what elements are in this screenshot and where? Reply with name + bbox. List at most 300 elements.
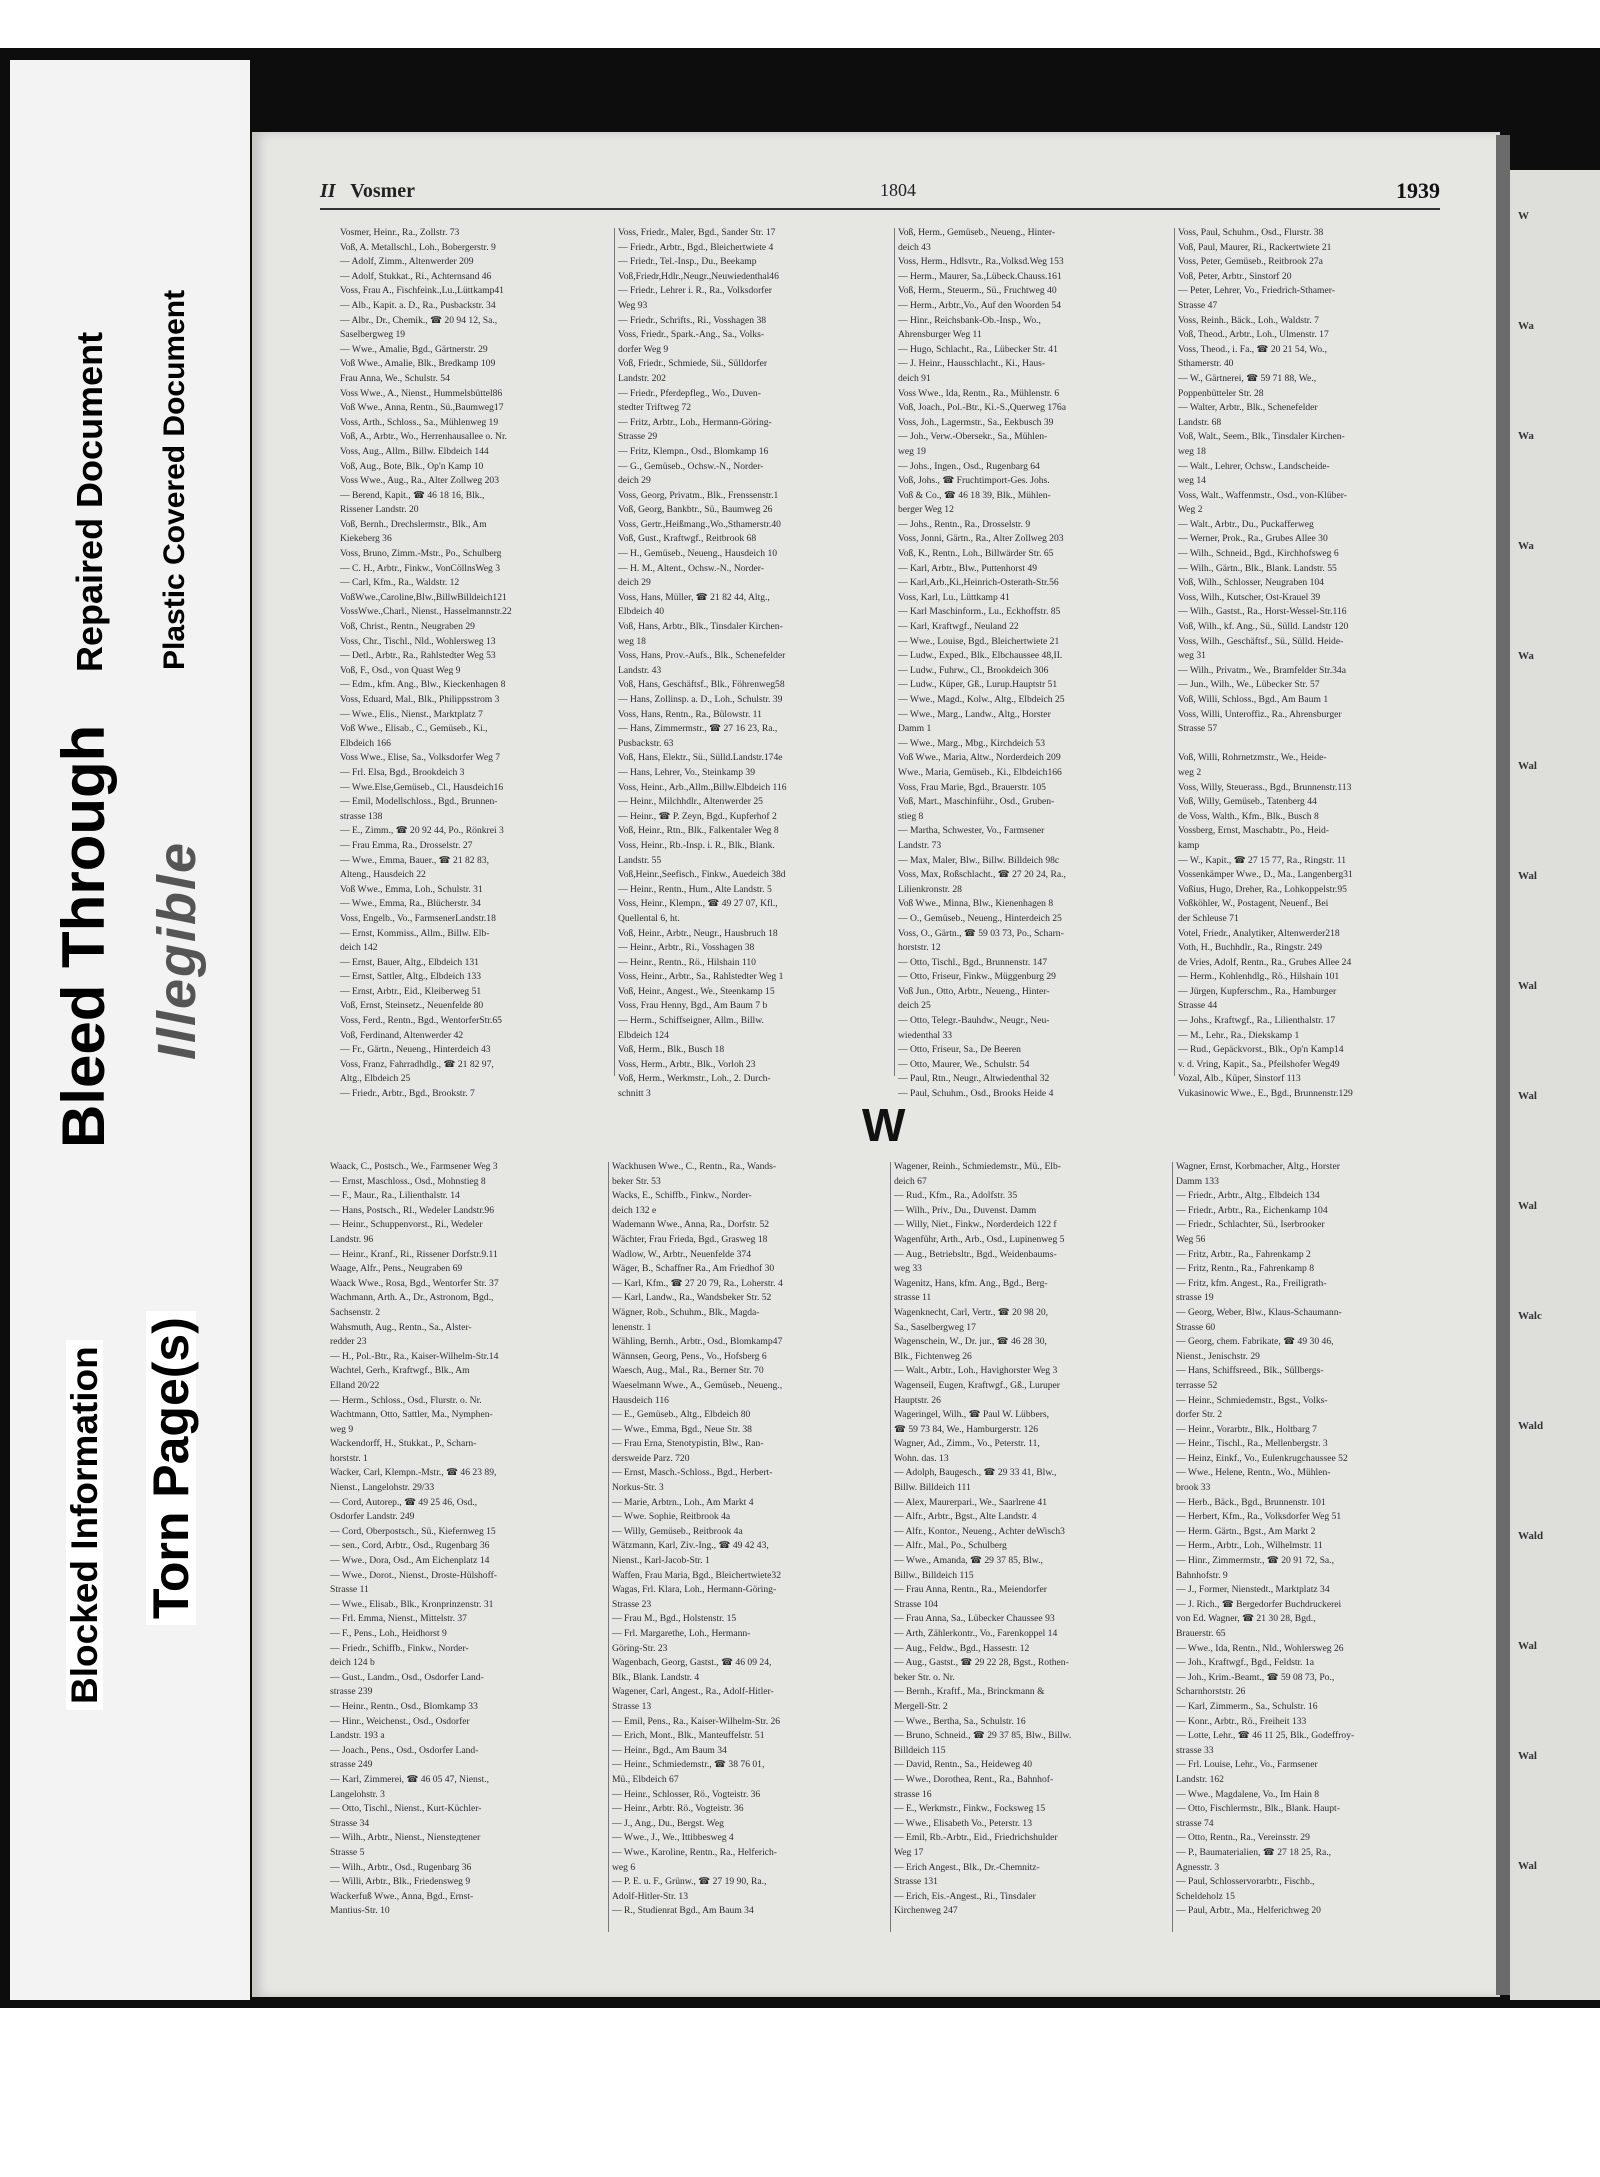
directory-entry: — Heinr., Kranf., Ri., Rissener Dorfstr.9.11 bbox=[330, 1248, 498, 1260]
directory-entry: — O., Gemüseb., Neueng., Hinterdeich 25 bbox=[898, 912, 1062, 924]
directory-entry: — Bruno, Schneid., ☎ 29 37 85, Blw., Billw. bbox=[894, 1730, 1072, 1742]
directory-entry: — Friedr., Arbtr., Ra., Eichenkamp 104 bbox=[1176, 1204, 1328, 1216]
volume-number: II bbox=[320, 180, 336, 202]
directory-entry: Voss, Reinh., Bäck., Loh., Waldstr. 7 bbox=[1178, 314, 1319, 326]
section-letter: W bbox=[862, 1099, 906, 1151]
directory-entry: — Georg, Weber, Blw., Klaus-Schaumann- bbox=[1176, 1306, 1342, 1318]
directory-entry: — C. H., Arbtr., Finkw., VonCöllnsWeg 3 bbox=[340, 562, 501, 574]
directory-entry: Voß Wwe., Emma, Loh., Schulstr. 31 bbox=[340, 883, 483, 895]
directory-entry bbox=[1178, 737, 1450, 752]
directory-entry: — Otto, Rentn., Ra., Vereinsstr. 29 bbox=[1176, 1832, 1310, 1844]
directory-entry: deich 132 e bbox=[612, 1204, 657, 1216]
next-page-fragment: Wa bbox=[1518, 320, 1534, 332]
directory-entry: Scharnhorststr. 26 bbox=[1176, 1686, 1246, 1698]
directory-entry: Sa., Saselbergweg 17 bbox=[894, 1321, 976, 1333]
directory-entry: — Johs., Ingen., Osd., Rugenbarg 64 bbox=[898, 460, 1040, 472]
directory-entry: — Paul, Schlosservorarbtr., Fischb., bbox=[1176, 1876, 1315, 1888]
directory-entry: — J. Heinr., Hausschlacht., Ki., Haus- bbox=[898, 358, 1046, 370]
directory-entry: Kiekeberg 36 bbox=[340, 533, 392, 545]
directory-entry: Wacks, E., Schiffb., Finkw., Norder- bbox=[612, 1190, 752, 1202]
directory-entry: Wahsmuth, Aug., Rentn., Sa., Alster- bbox=[330, 1321, 472, 1333]
directory-entry: Strasse 29 bbox=[618, 431, 658, 443]
directory-entry: — Rud., Gepäckvorst., Blk., Op'n Kamp14 bbox=[1178, 1044, 1344, 1056]
directory-entry: Wagenbach, Georg, Gastst., ☎ 46 09 24, bbox=[612, 1657, 772, 1669]
top-column-2 bbox=[618, 226, 890, 1100]
directory-entry: weg 9 bbox=[330, 1423, 354, 1435]
directory-entry: Voss, Herm., Hdlsvtr., Ra.,Volksd.Weg 153 bbox=[898, 256, 1064, 268]
directory-entry: Wachtel, Gerh., Kraftwgf., Blk., Am bbox=[330, 1365, 470, 1377]
directory-entry: Voß, Hans, Arbtr., Blk., Tinsdaler Kirchen- bbox=[618, 621, 783, 633]
directory-entry: — Fritz, Rentn., Ra., Fahrenkamp 8 bbox=[1176, 1263, 1315, 1275]
next-page-fragment: Wald bbox=[1518, 1420, 1544, 1432]
directory-entry: Frau Anna, We., Schulstr. 54 bbox=[340, 372, 450, 384]
directory-entry: Osdorfer Landstr. 249 bbox=[330, 1511, 415, 1523]
directory-entry: Wagenitz, Hans, kfm. Ang., Bgd., Berg- bbox=[894, 1277, 1048, 1289]
directory-entry: schnitt 3 bbox=[618, 1088, 651, 1100]
directory-entry: — Heinr., Schmiedemstr., ☎ 38 76 01, bbox=[612, 1759, 765, 1771]
directory-entry: Voss, Ferd., Rentn., Bgd., WentorferStr.65 bbox=[340, 1015, 502, 1027]
bottom-column-3 bbox=[894, 1160, 1166, 1935]
directory-entry: — Wwe., Helene, Rentn., Wo., Mühlen- bbox=[1176, 1467, 1331, 1479]
directory-entry: Scheldeholz 15 bbox=[1176, 1890, 1235, 1902]
directory-entry: Votel, Friedr., Analytiker, Altenwerder218 bbox=[1178, 927, 1340, 939]
label-bleed-through: Bleed Through bbox=[50, 724, 117, 1148]
directory-entry: Voss Wwe., A., Nienst., Hummelsbüttel86 bbox=[340, 387, 503, 399]
directory-entry: — Marie, Arbtrn., Loh., Am Markt 4 bbox=[612, 1496, 754, 1508]
directory-entry: — Emil, Modellschloss., Bgd., Brunnen- bbox=[340, 796, 498, 808]
directory-entry: — M., Lehr., Ra., Diekskamp 1 bbox=[1178, 1029, 1300, 1041]
directory-entry: Voß, Aug., Bote, Blk., Op'n Kamp 10 bbox=[340, 460, 484, 472]
directory-entry: Voss, Willy, Steuerass., Bgd., Brunnenstr.113 bbox=[1178, 781, 1352, 793]
directory-entry: Blk., Blank. Landstr. 4 bbox=[612, 1671, 700, 1683]
directory-entry: — Hinr., Reichsbank-Ob.-Insp., Wo., bbox=[898, 314, 1041, 326]
directory-entry: — Paul, Schuhm., Osd., Brooks Heide 4 bbox=[898, 1088, 1054, 1100]
directory-entry: Voßius, Hugo, Dreher, Ra., Lohkoppelstr.95 bbox=[1178, 883, 1347, 895]
directory-entry: Waack Wwe., Rosa, Bgd., Wentorfer Str. 37 bbox=[330, 1277, 499, 1289]
directory-entry: — Gust., Landm., Osd., Osdorfer Land- bbox=[330, 1671, 484, 1683]
directory-entry: — Herm., Arbtr.,Vo., Auf den Woorden 54 bbox=[898, 299, 1062, 311]
next-page-fragment: Wa bbox=[1518, 430, 1534, 442]
directory-entry: Wagener, Carl, Angest., Ra., Adolf-Hitler- bbox=[612, 1686, 774, 1698]
directory-entry: Hausdeich 116 bbox=[612, 1394, 669, 1406]
directory-entry: — Karl, Kraftwgf., Neuland 22 bbox=[898, 621, 1019, 633]
directory-entry: — Ernst, Bauer, Altg., Elbdeich 131 bbox=[340, 956, 479, 968]
directory-entry: — Fritz, kfm. Angest., Ra., Freiligrath- bbox=[1176, 1277, 1327, 1289]
directory-entry: Wagenschein, W., Dr. jur., ☎ 46 28 30, bbox=[894, 1336, 1047, 1348]
directory-entry: Nienst., Langelohstr. 29/33 bbox=[330, 1482, 435, 1494]
directory-entry: von Ed. Wagner, ☎ 21 30 28, Bgd., bbox=[1176, 1613, 1316, 1625]
next-page-fragment: Wal bbox=[1518, 1200, 1537, 1212]
label-illegible: Illegible bbox=[147, 840, 207, 1060]
directory-entry: — Wwe., Dora, Osd., Am Eichenplatz 14 bbox=[330, 1555, 490, 1567]
directory-entry: — Karl, Zimmerei, ☎ 46 05 47, Nienst., bbox=[330, 1773, 490, 1785]
directory-entry: deich 91 bbox=[898, 372, 931, 384]
directory-entry: — Alex, Maurerpari., We., Saarlrene 41 bbox=[894, 1496, 1048, 1508]
directory-entry: Adolf-Hitler-Str. 13 bbox=[612, 1890, 689, 1902]
directory-entry: — Ernst, Maschloss., Osd., Mohnstieg 8 bbox=[330, 1175, 486, 1187]
directory-entry: Voß Wwe., Maria, Altw., Norderdeich 209 bbox=[898, 752, 1061, 764]
directory-entry: Altg., Elbdeich 25 bbox=[340, 1073, 411, 1085]
directory-entry: Strasse 13 bbox=[612, 1700, 652, 1712]
directory-entry: — Heinr., Vorarbtr., Blk., Holtbarg 7 bbox=[1176, 1423, 1317, 1435]
directory-entry: — Johs., Rentn., Ra., Drosselstr. 9 bbox=[898, 518, 1031, 530]
directory-entry: Vossenkämper Wwe., D., Ma., Langenberg31 bbox=[1178, 869, 1353, 881]
directory-entry: Wohn. das. 13 bbox=[894, 1452, 949, 1464]
directory-entry: — Frl. Emma, Nienst., Mittelstr. 37 bbox=[330, 1613, 467, 1625]
directory-entry: — Karl Maschinform., Lu., Eckhoffstr. 85 bbox=[898, 606, 1061, 618]
directory-entry: — Friedr., Schrifts., Ri., Vosshagen 38 bbox=[618, 314, 767, 326]
directory-entry: de Vries, Adolf, Rentn., Ra., Grubes Allee 24 bbox=[1178, 956, 1352, 968]
directory-entry: — Frau Anna, Rentn., Ra., Meiendorfer bbox=[894, 1584, 1047, 1596]
directory-entry: deich 29 bbox=[618, 577, 651, 589]
directory-entry: — Otto, Fischlermstr., Blk., Blank. Haupt- bbox=[1176, 1803, 1340, 1815]
next-page-fragment: Wal bbox=[1518, 870, 1537, 882]
directory-entry: — Ludw., Exped., Blk., Elbchaussee 48,II. bbox=[898, 650, 1063, 662]
directory-entry: VossWwe.,Charl., Nienst., Hasselmannstr.22 bbox=[340, 606, 512, 618]
directory-entry: — E., Werkmstr., Finkw., Focksweg 15 bbox=[894, 1803, 1046, 1815]
directory-entry: — Frau Anna, Sa., Lübecker Chaussee 93 bbox=[894, 1613, 1055, 1625]
directory-entry: de Voss, Walth., Kfm., Blk., Busch 8 bbox=[1178, 810, 1319, 822]
directory-entry: strasse 249 bbox=[330, 1759, 373, 1771]
directory-entry: weg 31 bbox=[1178, 650, 1206, 662]
directory-entry: Voß, Willy, Gemüseb., Tatenberg 44 bbox=[1178, 796, 1317, 808]
directory-entry: — Wwe., Louise, Bgd., Bleichertwiete 21 bbox=[898, 635, 1060, 647]
directory-entry: — Joh., Verw.-Obersekr., Sa., Mühlen- bbox=[898, 431, 1048, 443]
directory-entry: — Heinr., Rentn., Hum., Alte Landstr. 5 bbox=[618, 883, 772, 895]
directory-entry: — Heinr., Rentn., Rö., Hilshain 110 bbox=[618, 956, 756, 968]
next-page-fragment: Walc bbox=[1518, 1310, 1542, 1322]
directory-entry: Weg 17 bbox=[894, 1846, 924, 1858]
directory-entry: — Heinr., Tischl., Ra., Mellenbergstr. 3 bbox=[1176, 1438, 1328, 1450]
directory-entry: Voss, Franz, Fahrradhdlg., ☎ 21 82 97, bbox=[340, 1058, 494, 1070]
directory-entry: brook 33 bbox=[1176, 1482, 1211, 1494]
directory-entry: — Wilh., Gastst., Ra., Horst-Wessel-Str.116 bbox=[1178, 606, 1347, 618]
directory-entry: — Ernst, Sattler, Altg., Elbdeich 133 bbox=[340, 971, 482, 983]
directory-entry: Elbdeich 124 bbox=[618, 1029, 669, 1041]
directory-entry: — Walt., Arbtr., Du., Puckafferweg bbox=[1178, 518, 1314, 530]
directory-entry: — W., Gärtnerei, ☎ 59 71 88, We., bbox=[1178, 372, 1317, 384]
directory-entry: deich 25 bbox=[898, 1000, 931, 1012]
directory-entry: Voss, Peter, Gemüseb., Reitbrook 27a bbox=[1178, 256, 1323, 268]
condition-labels-panel bbox=[10, 60, 250, 2000]
directory-entry: Voß, Wilh., kf. Ang., Sü., Sülld. Landstr 120 bbox=[1178, 621, 1349, 633]
directory-entry: kamp bbox=[1178, 839, 1200, 851]
directory-entry: Waack, C., Postsch., We., Farmsener Weg 3 bbox=[330, 1161, 498, 1172]
directory-entry: Voß, Johs., ☎ Fruchtimport-Ges. Johs. bbox=[898, 475, 1050, 487]
directory-entry: weg 2 bbox=[1178, 766, 1202, 778]
keyword-heading: Vosmer bbox=[350, 180, 416, 202]
directory-entry: — Wwe.Else,Gemüseb., Cl., Hausdeich16 bbox=[340, 781, 504, 793]
directory-entry: Damm 1 bbox=[898, 723, 932, 735]
directory-entry: — Hans, Zollinsp. a. D., Loh., Schulstr. 39 bbox=[618, 694, 783, 705]
directory-entry: Waffen, Frau Maria, Bgd., Bleichertwiete32 bbox=[612, 1569, 782, 1581]
directory-entry: Wwe., Maria, Gemüseb., Ki., Elbdeich166 bbox=[898, 766, 1062, 778]
directory-entry: Wagner, Ernst, Korbmacher, Altg., Horster bbox=[1176, 1161, 1340, 1172]
directory-entry: — Otto, Tischl., Bgd., Brunnenstr. 147 bbox=[898, 956, 1047, 968]
directory-entry: Wännsen, Georg, Pens., Vo., Hofsberg 6 bbox=[612, 1350, 767, 1362]
directory-entry: — P. E. u. F., Grünw., ☎ 27 19 90, Ra., bbox=[612, 1876, 767, 1888]
directory-entry: — Aug., Betriebsltr., Bgd., Weidenbaums- bbox=[894, 1248, 1057, 1260]
directory-entry: Billw. Billdeich 111 bbox=[894, 1482, 971, 1494]
directory-entry: — Emil, Rb.-Arbtr., Eid., Friedrichshulder bbox=[894, 1832, 1058, 1844]
directory-entry: — Frau M., Bgd., Holstenstr. 15 bbox=[612, 1613, 737, 1625]
directory-entry: Voß Jun., Otto, Arbtr., Neueng., Hinter- bbox=[898, 985, 1050, 997]
directory-entry: — Alb., Kapit. a. D., Ra., Pusbackstr. 34 bbox=[340, 299, 496, 311]
directory-entry: Strasse 47 bbox=[1178, 299, 1218, 311]
directory-entry: — Max, Maler, Blw., Billw. Billdeich 98c bbox=[898, 854, 1060, 866]
directory-entry: — Erich, Eis.-Angest., Ri., Tinsdaler bbox=[894, 1890, 1036, 1902]
directory-entry: Voß & Co., ☎ 46 18 39, Blk., Mühlen- bbox=[898, 489, 1051, 501]
directory-entry: Mü., Elbdeich 67 bbox=[612, 1773, 679, 1785]
directory-entry: Ahrensburger Weg 11 bbox=[898, 329, 982, 341]
directory-entry: — Fr., Gärtn., Neueng., Hinterdeich 43 bbox=[340, 1044, 491, 1056]
directory-entry: Vosmer, Heinr., Ra., Zollstr. 73 bbox=[340, 227, 460, 238]
directory-entry: stedter Triftweg 72 bbox=[618, 402, 692, 414]
next-page-fragment: Wal bbox=[1518, 1750, 1537, 1762]
directory-entry: Voß, Joach., Pol.-Btr., Ki.-S.,Querweg 176a bbox=[898, 402, 1066, 414]
directory-entry: — Martha, Schwester, Vo., Farmsener bbox=[898, 825, 1045, 837]
directory-entry: — Friedr., Arbtr., Bgd., Brookstr. 7 bbox=[340, 1088, 475, 1100]
directory-entry: strasse 74 bbox=[1176, 1817, 1214, 1829]
directory-entry: weg 14 bbox=[1178, 475, 1206, 487]
column-rule bbox=[614, 228, 615, 1076]
top-column-4 bbox=[1178, 226, 1450, 1100]
directory-entry: — Otto, Tischl., Nienst., Kurt-Küchler- bbox=[330, 1803, 482, 1815]
directory-entry: — Walter, Arbtr., Blk., Schenefelder bbox=[1178, 402, 1318, 414]
directory-entry: horststr. 1 bbox=[330, 1452, 368, 1464]
label-plastic-covered-document: Plastic Covered Document bbox=[158, 289, 191, 670]
directory-entry: beker Str. o. Nr. bbox=[894, 1671, 955, 1683]
directory-entry: Voss, Eduard, Mal., Blk., Philippsstrom 3 bbox=[340, 694, 500, 705]
directory-entry: Voß, F., Osd., von Quast Weg 9 bbox=[340, 664, 461, 676]
directory-entry: Nienst., Jenischstr. 29 bbox=[1176, 1350, 1260, 1362]
directory-entry: Wäger, B., Schaffner Ra., Am Friedhof 30 bbox=[612, 1263, 775, 1275]
directory-entry: — Bernh., Kraftf., Ma., Brinckmann & bbox=[894, 1686, 1045, 1698]
directory-entry: — Frl. Margarethe, Loh., Hermann- bbox=[612, 1628, 751, 1639]
directory-entry: — Walt., Arbtr., Loh., Havighorster Weg 3 bbox=[894, 1365, 1058, 1377]
directory-entry: — Hans, Lehrer, Vo., Steinkamp 39 bbox=[618, 766, 756, 778]
directory-entry: berger Weg 12 bbox=[898, 504, 954, 516]
directory-entry: Voss, Hans, Prov.-Aufs., Blk., Schenefelder bbox=[618, 650, 786, 662]
directory-entry: — Albr., Dr., Chemik., ☎ 20 94 12, Sa., bbox=[340, 314, 498, 326]
directory-entry: Elland 20/22 bbox=[330, 1379, 380, 1391]
directory-entry: — Friedr., Schlachter, Sü., Iserbrooker bbox=[1176, 1219, 1325, 1231]
column-rule bbox=[894, 228, 895, 1076]
directory-entry: Langelohstr. 3 bbox=[330, 1788, 385, 1800]
directory-entry: Voß, Herm., Steuerm., Sü., Fruchtweg 40 bbox=[898, 285, 1057, 297]
directory-entry: — Jürgen, Kupferschm., Ra., Hamburger bbox=[1178, 985, 1337, 997]
directory-entry: — Ernst, Arbtr., Eid., Kleiberweg 51 bbox=[340, 985, 482, 997]
directory-entry: Landstr. 73 bbox=[898, 839, 942, 851]
directory-entry: Wägner, Rob., Schuhm., Blk., Magda- bbox=[612, 1306, 760, 1318]
directory-entry: — Friedr., Schiffb., Finkw., Norder- bbox=[330, 1642, 469, 1654]
directory-entry: — Aug., Gastst., ☎ 29 22 28, Bgst., Rothen- bbox=[894, 1657, 1069, 1669]
directory-entry: deich 124 b bbox=[330, 1657, 375, 1669]
directory-entry: — Otto, Telegr.-Bauhdw., Neugr., Neu- bbox=[898, 1015, 1050, 1027]
directory-entry: — J., Former, Nienstedt., Marktplatz 34 bbox=[1176, 1584, 1330, 1596]
directory-entry: Voss, Heinr., Arbtr., Sa., Rahlstedter Weg 1 bbox=[618, 971, 784, 983]
directory-entry: Voß Wwe., Anna, Rentn., Sü.,Baumweg17 bbox=[340, 402, 504, 414]
directory-entry: Strasse 57 bbox=[1178, 723, 1218, 735]
directory-entry: — Wwe., Amalie, Bgd., Gärtnerstr. 29 bbox=[340, 343, 488, 355]
directory-entry: redder 23 bbox=[330, 1336, 367, 1348]
directory-entry: — Friedr., Arbtr., Altg., Elbdeich 134 bbox=[1176, 1190, 1320, 1202]
directory-entry: — Cord, Oberpostsch., Sü., Kiefernweg 15 bbox=[330, 1525, 496, 1537]
directory-entry: Voss, Frau Marie, Bgd., Brauerstr. 105 bbox=[898, 781, 1046, 793]
directory-entry: — Wwe., Elis., Nienst., Marktplatz 7 bbox=[340, 708, 483, 720]
directory-entry: Voß, Willi, Schloss., Bgd., Am Baum 1 bbox=[1178, 694, 1329, 705]
directory-entry: Sthamerstr. 40 bbox=[1178, 358, 1234, 370]
directory-entry: — Ludw., Fuhrw., Cl., Brookdeich 306 bbox=[898, 664, 1049, 676]
directory-entry: v. d. Vring, Kapit., Sa., Pfeilshofer Weg49 bbox=[1178, 1058, 1340, 1070]
directory-entry: — Heinr., Schmiedemstr., Bgst., Volks- bbox=[1176, 1394, 1328, 1406]
directory-entry: — Aug., Feldw., Bgd., Hassestr. 12 bbox=[894, 1642, 1030, 1654]
directory-entry: weg 19 bbox=[898, 445, 926, 457]
directory-entry: — Berend, Kapit., ☎ 46 18 16, Blk., bbox=[340, 489, 485, 501]
directory-entry: Wätzmann, Karl, Ziv.-Ing., ☎ 49 42 43, bbox=[612, 1540, 769, 1552]
directory-entry: — Hans, Postsch., Rl., Wedeler Landstr.96 bbox=[330, 1204, 494, 1216]
directory-entry: — Alfr., Kontor., Neueng., Achter deWisch3 bbox=[894, 1525, 1065, 1537]
directory-entry: Voß, K., Rentn., Loh., Billwärder Str. 65 bbox=[898, 548, 1054, 560]
directory-entry: wiedenthal 33 bbox=[898, 1029, 953, 1041]
label-repaired-document: Repaired Document bbox=[69, 331, 110, 672]
bottom-column-1 bbox=[330, 1160, 602, 1935]
directory-entry: — Karl, Kfm., ☎ 27 20 79, Ra., Loherstr. 4 bbox=[612, 1277, 783, 1289]
next-page-fragment: Wald bbox=[1518, 1530, 1544, 1542]
directory-entry: — Hinr., Zimmermstr., ☎ 20 91 72, Sa., bbox=[1176, 1555, 1334, 1567]
directory-entry: Wagener, Reinh., Schmiedemstr., Mü., Elb- bbox=[894, 1161, 1061, 1172]
directory-entry: — F., Pens., Loh., Heidhorst 9 bbox=[330, 1628, 447, 1639]
directory-entry: — H. M., Altent., Ochsw.-N., Norder- bbox=[618, 562, 764, 574]
directory-entry: Voß, Herm., Blk., Busch 18 bbox=[618, 1044, 725, 1056]
page-number: 1804 bbox=[880, 180, 916, 200]
directory-entry: beker Str. 53 bbox=[612, 1175, 661, 1187]
directory-entry: — Wilh., Gärtn., Blk., Blank. Landstr. 55 bbox=[1178, 562, 1337, 574]
next-page-fragment: Wal bbox=[1518, 980, 1537, 992]
directory-entry: — Frl. Louise, Lehr., Vo., Farmsener bbox=[1176, 1759, 1318, 1771]
directory-entry: — Wilh., Arbtr., Osd., Rugenbarg 36 bbox=[330, 1861, 472, 1873]
directory-entry: Agnesstr. 3 bbox=[1176, 1861, 1220, 1873]
directory-entry: Lilienkronstr. 28 bbox=[898, 883, 962, 895]
directory-entry: — Fritz, Arbtr., Loh., Hermann-Göring- bbox=[618, 416, 772, 428]
directory-entry: — Werner, Prok., Ra., Grubes Allee 30 bbox=[1178, 533, 1328, 545]
directory-entry: — Emil, Pens., Ra., Kaiser-Wilhelm-Str. 26 bbox=[612, 1715, 781, 1727]
directory-entry: Voss Wwe., Aug., Ra., Alter Zollweg 203 bbox=[340, 475, 499, 487]
directory-entry: — Heinr., Schuppenvorst., Ri., Wedeler bbox=[330, 1219, 483, 1231]
directory-entry: — Heinr., Rentn., Osd., Blomkamp 33 bbox=[330, 1700, 478, 1712]
directory-entry: dorfer Weg 9 bbox=[618, 343, 669, 355]
directory-entry: Voss, Engelb., Vo., FarmsenerLandstr.18 bbox=[340, 912, 496, 924]
directory-entry: Voß, Ernst, Steinsetz., Neuenfelde 80 bbox=[340, 1000, 484, 1012]
directory-entry: — W., Kapit., ☎ 27 15 77, Ra., Ringstr. 11 bbox=[1178, 854, 1347, 866]
directory-entry: deich 43 bbox=[898, 241, 931, 253]
bottom-column-4 bbox=[1176, 1160, 1448, 1935]
directory-entry: Voss, Willi, Unteroffiz., Ra., Ahrensburger bbox=[1178, 708, 1342, 720]
directory-entry: — H., Gemüseb., Neueng., Hausdeich 10 bbox=[618, 548, 778, 560]
directory-entry: Strasse 104 bbox=[894, 1598, 938, 1610]
directory-entry: — J. Rich., ☎ Bergedorfer Buchdruckerei bbox=[1176, 1598, 1342, 1610]
directory-entry: — Wilh., Privatm., We., Bramfelder Str.34a bbox=[1178, 664, 1346, 676]
directory-entry: — Ernst, Masch.-Schloss., Bgd., Herbert- bbox=[612, 1467, 773, 1479]
directory-entry: strasse 33 bbox=[1176, 1744, 1214, 1756]
directory-entry: Voß, Mart., Maschinführ., Osd., Gruben- bbox=[898, 796, 1055, 808]
directory-entry: Voss, Jonni, Gärtn., Ra., Alter Zollweg 203 bbox=[898, 533, 1064, 545]
directory-entry: Voß, Hans, Elektr., Sü., Sülld.Landstr.174e bbox=[618, 752, 783, 764]
directory-entry: Voß, Friedr., Schmiede, Sü., Sülldorfer bbox=[618, 358, 768, 370]
directory-entry: — Hans, Zimmermstr., ☎ 27 16 23, Ra., bbox=[618, 723, 778, 735]
directory-entry: — G., Gemüseb., Ochsw.-N., Norder- bbox=[618, 460, 764, 472]
directory-entry: — F., Maur., Ra., Lilienthalstr. 14 bbox=[330, 1190, 460, 1202]
directory-entry: — Johs., Kraftwgf., Ra., Lilienthalstr. 17 bbox=[1178, 1015, 1336, 1027]
page-binding-edge bbox=[1496, 135, 1510, 1995]
directory-entry: Alteng., Hausdeich 22 bbox=[340, 869, 426, 881]
directory-entry: Voß, Bernh., Drechslermstr., Blk., Am bbox=[340, 518, 487, 530]
directory-entry: — Adolf, Stukkat., Ri., Achternsand 46 bbox=[340, 270, 492, 282]
directory-entry: Landstr. 193 a bbox=[330, 1730, 385, 1742]
directory-entry: — Heinr., Milchhdlr., Altenwerder 25 bbox=[618, 796, 763, 808]
header-title bbox=[320, 180, 415, 203]
directory-entry: Voss, Max, Roßschlacht., ☎ 27 20 24, Ra., bbox=[898, 869, 1066, 881]
directory-entry: — Heinr., Arbtr., Ri., Vosshagen 38 bbox=[618, 942, 755, 954]
directory-entry: — Wwe., Magdalene, Vo., Im Hain 8 bbox=[1176, 1788, 1320, 1800]
directory-entry: Wähling, Bernh., Arbtr., Osd., Blomkamp47 bbox=[612, 1336, 783, 1348]
directory-entry: Rissener Landstr. 20 bbox=[340, 504, 419, 516]
directory-entry: Voss, Heinr., Rb.-Insp. i. R., Blk., Blank. bbox=[618, 839, 775, 851]
directory-entry: Voß, Herm., Gemüseb., Neueng., Hinter- bbox=[898, 227, 1056, 238]
directory-entry: Voss, Hans, Müller, ☎ 21 82 44, Altg., bbox=[618, 591, 770, 603]
directory-entry: Voß, Heinr., Arbtr., Neugr., Hausbruch 18 bbox=[618, 927, 778, 939]
directory-entry: weg 6 bbox=[612, 1861, 636, 1873]
next-page-fragment: Wal bbox=[1518, 760, 1537, 772]
directory-entry: deich 67 bbox=[894, 1175, 927, 1187]
directory-entry: — Cord, Autorep., ☎ 49 25 46, Osd., bbox=[330, 1496, 478, 1508]
directory-entry: — Otto, Maurer, We., Schulstr. 54 bbox=[898, 1058, 1030, 1070]
directory-entry: — Edm., kfm. Ang., Blw., Kieckenhagen 8 bbox=[340, 679, 506, 691]
directory-entry: Landstr. 68 bbox=[1178, 416, 1222, 428]
directory-entry: Voss, Joh., Lagermstr., Sa., Eekbusch 39 bbox=[898, 416, 1054, 428]
directory-entry: — Konr., Arbtr., Rö., Freiheit 133 bbox=[1176, 1715, 1307, 1727]
directory-entry: — Wwe., Ida, Rentn., Nld., Wohlersweg 26 bbox=[1176, 1642, 1344, 1654]
directory-entry: strasse 19 bbox=[1176, 1292, 1214, 1304]
directory-entry: Voss, Bruno, Zimm.-Mstr., Po., Schulberg bbox=[340, 548, 502, 560]
next-page-fragment: W bbox=[1518, 210, 1529, 222]
directory-entry: Göring-Str. 23 bbox=[612, 1642, 668, 1654]
directory-entry: — Rud., Kfm., Ra., Adolfstr. 35 bbox=[894, 1190, 1018, 1202]
directory-entry: — Lotte, Lehr., ☎ 46 11 25, Blk., Godeffroy- bbox=[1176, 1730, 1355, 1742]
directory-entry: Voss, Arth., Schloss., Sa., Mühlenweg 19 bbox=[340, 416, 499, 428]
directory-entry: — Otto, Friseur, Finkw., Müggenburg 29 bbox=[898, 971, 1056, 983]
directory-entry: — Friedr., Pferdepfleg., Wo., Duven- bbox=[618, 387, 761, 399]
directory-entry: dersweide Parz. 720 bbox=[612, 1452, 690, 1464]
directory-entry: Voss, Chr., Tischl., Nld., Wohlersweg 13 bbox=[340, 635, 496, 647]
directory-entry: Pusbackstr. 63 bbox=[618, 737, 674, 749]
directory-entry: — Herb., Bäck., Bgd., Brunnenstr. 101 bbox=[1176, 1496, 1326, 1508]
directory-entry: Voß, Gust., Kraftwgf., Reitbrook 68 bbox=[618, 533, 757, 545]
directory-entry: Voß Wwe., Amalie, Blk., Bredkamp 109 bbox=[340, 358, 496, 370]
directory-entry: Strasse 5 bbox=[330, 1846, 365, 1858]
directory-entry: — Wwe., Dorothea, Rent., Ra., Bahnhof- bbox=[894, 1773, 1054, 1785]
directory-entry: Mantius-Str. 10 bbox=[330, 1905, 390, 1917]
directory-entry: Voß, Willi, Rohrnetzmstr., We., Heide- bbox=[1178, 752, 1327, 764]
directory-entry: Voss, Frau Henny, Bgd., Am Baum 7 b bbox=[618, 1000, 768, 1012]
directory-entry: horststr. 12 bbox=[898, 942, 941, 954]
directory-entry: strasse 16 bbox=[894, 1788, 932, 1800]
directory-entry: Voss, Wilh., Geschäftsf., Sü., Sülld. Heide- bbox=[1178, 635, 1344, 647]
directory-entry: Voß, Walt., Seem., Blk., Tinsdaler Kirchen- bbox=[1178, 431, 1345, 443]
directory-entry: Strasse 44 bbox=[1178, 1000, 1218, 1012]
directory-entry: — Alfr., Mal., Po., Schulberg bbox=[894, 1540, 1007, 1552]
directory-entry: Waeselmann Wwe., A., Gemüseb., Neueng., bbox=[612, 1379, 783, 1391]
